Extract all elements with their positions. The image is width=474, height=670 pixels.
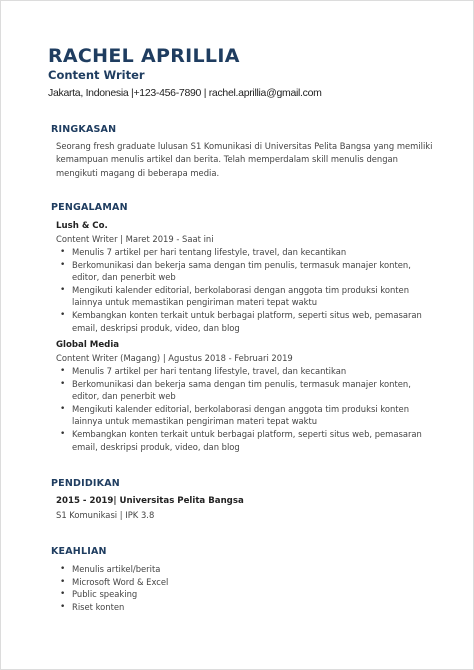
bullet-icon: • [60, 366, 66, 376]
bullet-icon: • [60, 378, 66, 389]
education-heading: PENDIDIKAN [51, 478, 120, 489]
bullet-icon: • [60, 309, 66, 320]
bullet-text: Mengikuti kalender editorial, berkolaborasi dengan anggota tim produksi konten lainnya untuk memastikan pengiriman materi tepat waktu [72, 284, 410, 308]
summary-heading: RINGKASAN [51, 124, 117, 135]
bullet-icon: • [60, 428, 66, 439]
skills-heading: KEAHLIAN [51, 546, 107, 557]
bullet-text: Kembangkan konten terkait untuk berbagai platform, seperti situs web, pemasaran email, deskripsi produk, video, dan blog [72, 309, 422, 333]
bullet-icon: • [60, 589, 66, 600]
job-entry [56, 220, 436, 334]
contact-info: Jakarta, Indonesia |+123-456-7890 | rachel.aprillia@gmail.com [48, 87, 322, 99]
bullet-icon: • [60, 284, 66, 295]
list-item [56, 309, 436, 334]
job-bullets [56, 246, 436, 334]
bullet-text: Kembangkan konten terkait untuk berbagai platform, seperti situs web, pemasaran email, deskripsi produk, video, dan blog [72, 428, 422, 452]
job-title-period: Content Writer | Maret 2019 - Saat ini [56, 234, 214, 244]
list-item [56, 259, 436, 284]
job-title-period: Content Writer (Magang) | Agustus 2018 - Februari 2019 [56, 353, 293, 363]
list-item [56, 284, 436, 309]
list-item [56, 601, 356, 614]
bullet-text: Menulis 7 artikel per hari tentang lifestyle, travel, dan kecantikan [72, 247, 347, 257]
bullet-text: Mengikuti kalender editorial, berkolaborasi dengan anggota tim produksi konten lainnya untuk memastikan pengiriman materi tepat waktu [72, 403, 410, 427]
list-item [56, 563, 356, 576]
company-name: Lush & Co. [56, 221, 108, 231]
skills-list-wrap [56, 563, 356, 613]
list-item [56, 365, 436, 378]
list-item [56, 428, 436, 453]
candidate-name: RACHEL APRILLIA [48, 45, 240, 67]
list-item [56, 576, 356, 589]
skill-text: Riset konten [72, 601, 125, 612]
list-item [56, 378, 436, 403]
bullet-icon: • [60, 564, 66, 574]
job-bullets [56, 365, 436, 453]
skill-text: Public speaking [72, 589, 138, 600]
education-detail: S1 Komunikasi | IPK 3.8 [56, 510, 155, 520]
company-name: Global Media [56, 340, 120, 350]
list-item [56, 246, 436, 259]
skills-list [56, 563, 356, 613]
skill-text: Menulis artikel/berita [72, 564, 161, 574]
education-entry: 2015 - 2019| Universitas Pelita Bangsa [56, 496, 244, 506]
bullet-icon: • [60, 601, 66, 612]
bullet-text: Berkomunikasi dan bekerja sama dengan tim penulis, termasuk manajer konten, editor, dan penerbit web [72, 378, 411, 402]
list-item [56, 403, 436, 428]
summary-text: Seorang fresh graduate lulusan S1 Komunikasi di Universitas Pelita Bangsa yang memiliki kemampuan menulis artikel dan berita. Telah memperdalam skill menulis dengan mengikuti magang di beberapa media. [56, 141, 433, 178]
candidate-title: Content Writer [48, 68, 145, 82]
bullet-icon: • [60, 576, 66, 587]
list-item [56, 588, 356, 601]
bullet-icon: • [60, 259, 66, 270]
job-entry [56, 339, 436, 453]
experience-heading: PENGALAMAN [51, 202, 128, 213]
bullet-icon: • [60, 247, 66, 257]
bullet-icon: • [60, 403, 66, 414]
bullet-text: Menulis 7 artikel per hari tentang lifestyle, travel, dan kecantikan [72, 366, 347, 376]
bullet-text: Berkomunikasi dan bekerja sama dengan tim penulis, termasuk manajer konten, editor, dan penerbit web [72, 259, 411, 283]
skill-text: Microsoft Word & Excel [72, 576, 169, 587]
